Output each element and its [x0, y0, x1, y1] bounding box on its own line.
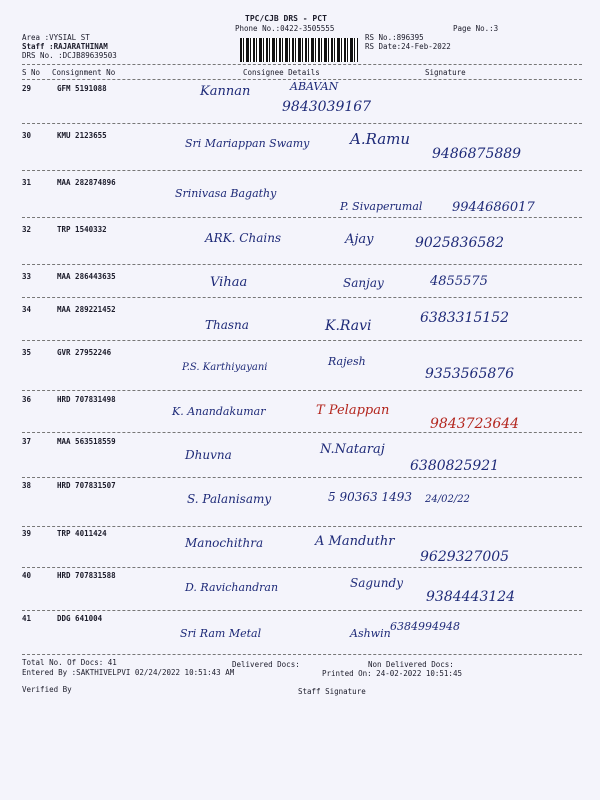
- row-consignment-no: TRP 1540332: [57, 225, 107, 234]
- row-divider: [22, 123, 582, 124]
- row-sno: 34: [22, 305, 32, 314]
- barcode: [240, 38, 358, 62]
- column-header-consignee: Consignee Details: [243, 68, 320, 77]
- row-sno: 40: [22, 571, 32, 580]
- staff-label: Staff :RAJARATHINAM: [22, 42, 108, 51]
- row-sno: 30: [22, 131, 32, 140]
- phone-number: Phone No.:0422-3505555: [235, 24, 335, 33]
- printed-on: Printed On: 24-02-2022 10:51:45: [322, 669, 462, 678]
- non-delivered-docs: Non Delivered Docs:: [368, 660, 454, 669]
- rs-number: RS No.:896395: [365, 33, 424, 42]
- row-phone: 9843723644: [430, 416, 520, 432]
- row-consignment-no: HRD 707831507: [57, 481, 116, 490]
- divider: [22, 64, 582, 65]
- row-divider: [22, 390, 582, 391]
- row-consignee-name: D. Ravichandran: [185, 581, 279, 594]
- row-consignment-no: HRD 707831498: [57, 395, 116, 404]
- row-phone: 6383315152: [420, 310, 510, 326]
- row-divider: [22, 264, 582, 265]
- row-phone: 9843039167: [282, 99, 372, 115]
- row-consignment-no: DDG 641004: [57, 614, 103, 623]
- row-sno: 33: [22, 272, 32, 281]
- row-signature: Sanjay: [343, 276, 384, 290]
- row-sno: 35: [22, 348, 32, 357]
- row-divider: [22, 477, 582, 478]
- row-consignment-no: KMU 2123655: [57, 131, 107, 140]
- row-signature: N.Nataraj: [320, 442, 385, 457]
- row-consignee-name: K. Anandakumar: [172, 405, 266, 418]
- verified-by: Verified By: [22, 685, 72, 694]
- row-consignee-name: Vihaa: [210, 275, 248, 290]
- entered-by: Entered By :SAKTHIVELPVI 02/24/2022 10:51:43 AM: [22, 668, 235, 677]
- row-consignment-no: GFM 5191088: [57, 84, 107, 93]
- row-divider: [22, 217, 582, 218]
- row-consignee-name: Sri Mariappan Swamy: [185, 137, 310, 150]
- row-consignment-no: MAA 563518559: [57, 437, 116, 446]
- drs-number: DRS No. :DCJB89639503: [22, 51, 117, 60]
- row-consignee-name: ARK. Chains: [205, 231, 282, 245]
- row-divider: [22, 567, 582, 568]
- row-divider: [22, 654, 582, 655]
- row-phone: 6380825921: [410, 458, 500, 474]
- row-consignee-name: Srinivasa Bagathy: [175, 187, 277, 200]
- row-consignment-no: TRP 4011424: [57, 529, 107, 538]
- row-sno: 29: [22, 84, 32, 93]
- staff-signature-label: Staff Signature: [298, 687, 366, 696]
- row-phone: 24/02/22: [425, 494, 470, 505]
- row-sno: 41: [22, 614, 32, 623]
- row-sno: 37: [22, 437, 32, 446]
- column-header-signature: Signature: [425, 68, 466, 77]
- row-phone: 9384443124: [426, 589, 516, 605]
- row-phone: 9944686017: [452, 200, 535, 215]
- row-sno: 31: [22, 178, 32, 187]
- row-signature: T Pelappan: [316, 403, 390, 418]
- row-consignment-no: HRD 707831588: [57, 571, 116, 580]
- row-consignment-no: MAA 282874896: [57, 178, 116, 187]
- row-signature: ABAVAN: [290, 80, 339, 93]
- row-signature: A Manduthr: [315, 534, 395, 549]
- row-signature: 5 90363 1493: [328, 490, 412, 504]
- row-phone: 9025836582: [415, 235, 505, 251]
- row-signature: K.Ravi: [325, 318, 372, 334]
- row-consignment-no: MAA 289221452: [57, 305, 116, 314]
- total-docs: Total No. Of Docs: 41: [22, 658, 117, 667]
- row-consignee-name: Manochithra: [185, 536, 264, 550]
- row-signature: Rajesh: [328, 355, 366, 368]
- row-phone: 9629327005: [420, 549, 510, 565]
- page-number: Page No.:3: [453, 24, 499, 33]
- row-signature: P. Sivaperumal: [340, 200, 423, 213]
- row-signature: Ashwin: [350, 627, 391, 640]
- row-divider: [22, 340, 582, 341]
- column-header-sno: S No: [22, 68, 41, 77]
- row-consignment-no: GVR 27952246: [57, 348, 112, 357]
- row-consignee-name: Thasna: [205, 318, 249, 332]
- row-phone: 9486875889: [432, 146, 522, 162]
- row-consignee-name: Kannan: [200, 84, 251, 99]
- row-sno: 38: [22, 481, 32, 490]
- row-consignee-name: Sri Ram Metal: [180, 627, 262, 640]
- row-divider: [22, 526, 582, 527]
- row-consignee-name: Dhuvna: [185, 448, 232, 462]
- row-sno: 36: [22, 395, 32, 404]
- area-label: Area :VYSIAL ST: [22, 33, 90, 42]
- row-consignee-name: P.S. Karthiyayani: [182, 362, 268, 373]
- row-signature: Sagundy: [350, 576, 403, 590]
- row-sno: 39: [22, 529, 32, 538]
- document-title: TPC/CJB DRS - PCT: [245, 14, 327, 23]
- row-signature: Ajay: [345, 232, 374, 247]
- row-consignment-no: MAA 286443635: [57, 272, 116, 281]
- row-divider: [22, 170, 582, 171]
- row-divider: [22, 432, 582, 433]
- row-sno: 32: [22, 225, 32, 234]
- row-divider: [22, 610, 582, 611]
- row-phone: 6384994948: [390, 620, 460, 633]
- column-header-consignment: Consignment No: [52, 68, 116, 77]
- row-phone: 9353565876: [425, 366, 515, 382]
- delivered-docs: Delivered Docs:: [232, 660, 300, 669]
- row-signature: A.Ramu: [350, 130, 411, 148]
- row-consignee-name: S. Palanisamy: [187, 492, 272, 506]
- rs-date: RS Date:24-Feb-2022: [365, 42, 451, 51]
- row-divider: [22, 297, 582, 298]
- row-phone: 4855575: [430, 274, 488, 289]
